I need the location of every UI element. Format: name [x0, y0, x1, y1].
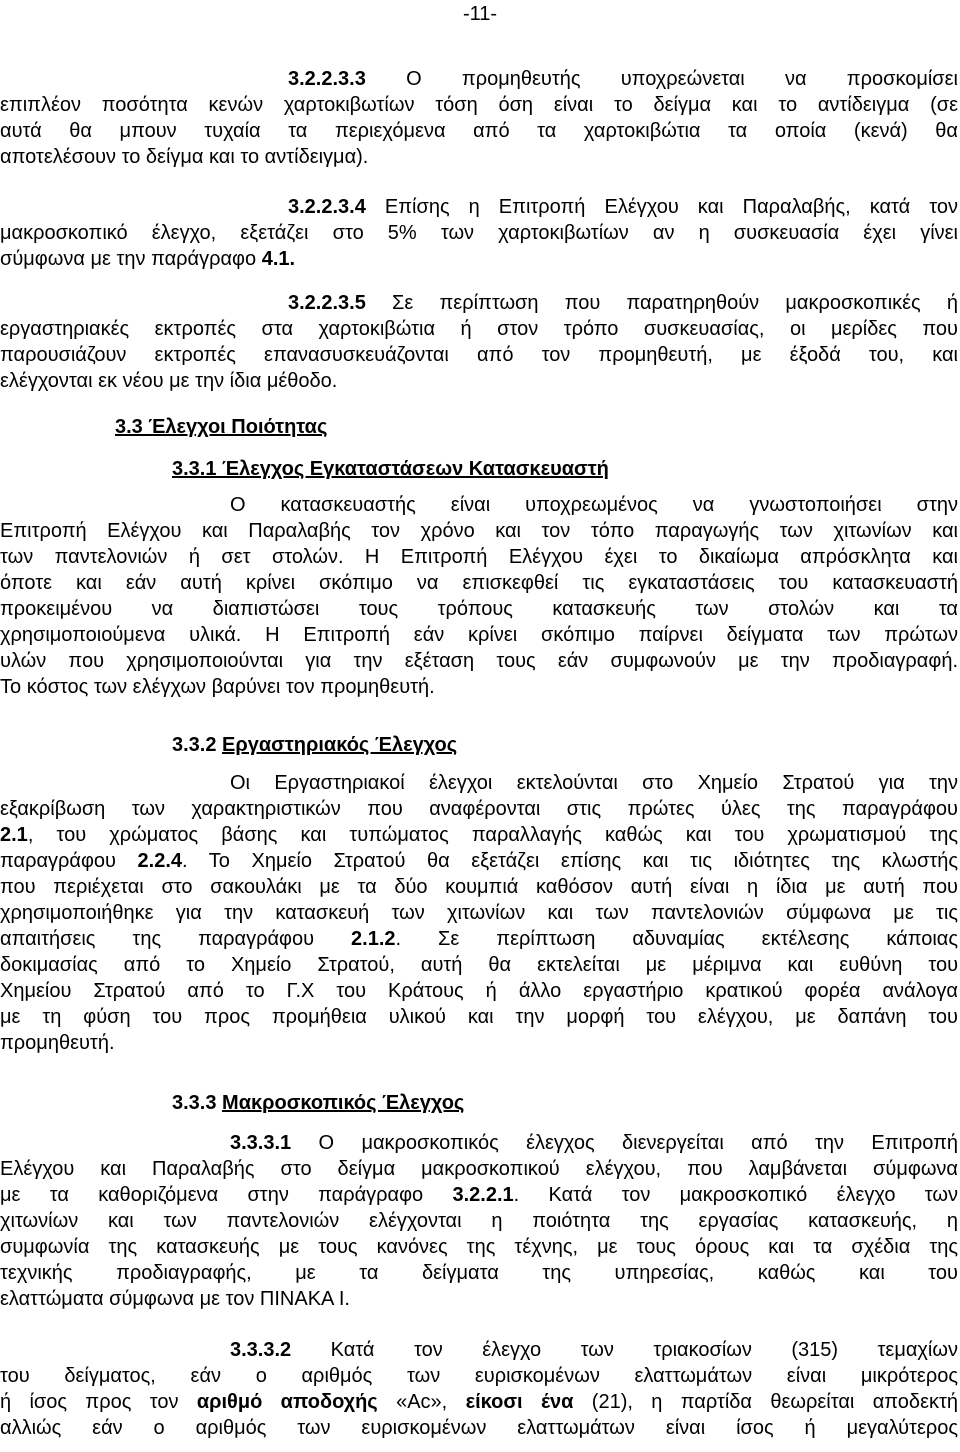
section-number: 3.2.2.3.3: [288, 68, 366, 90]
paragraph-reference: 3.2.2.1: [452, 1184, 514, 1206]
section-number: 3.3.3.2: [230, 1339, 292, 1361]
paragraph-reference: 2.2.4: [137, 850, 183, 872]
section-heading-3-3-3: 3.3.3 Μακροσκοπικός Έλεγχος: [172, 1092, 465, 1114]
paragraph-reference: 4.1.: [261, 248, 296, 270]
paragraph-reference: 2.1.2: [351, 928, 396, 950]
section-heading-3-3: 3.3 Έλεγχοι Ποιότητας: [115, 416, 328, 438]
paragraph-3-2-2-3-5: 3.2.2.3.5 Σε περίπτωση που παρατηρηθούν μακροσκοπικές ή εργαστηριακές εκτροπές στα χαρτοκιβώτια ή στον τρόπο συσκευασίας, οι μερίδες που παρουσιάζουν εκτροπές επανασυσκευάζονται από τον προμηθευτή, με έξοδά του, και ελέγχονται εκ νέου με την ίδια μέθοδο.: [0, 292, 958, 392]
section-heading-3-3-1: 3.3.1 Έλεγχος Εγκαταστάσεων Κατασκευαστή: [172, 458, 609, 480]
paragraph-3-3-2: Οι Εργαστηριακοί έλεγχοι εκτελούνται στο Χημείο Στρατού για την εξακρίβωση των χαρακτηριστικών που αναφέρονται στις πρώτες ύλες της παραγράφου 2.1, του χρώματος βάσης και τυπώματος παραλλαγής καθώς και του χρωματισμού της παραγράφου 2.2.4. Το Χημείο Στρατού θα εξετάζει επίσης και τις ιδιότητες της κλωστής που περιέχεται στο σακουλάκι με τα δύο κουμπιά καθόσον αυτή είναι η ίδια με αυτή που χρησιμοποιήθηκε για την κατασκευή των χιτωνίων και των παντελονιών σύμφωνα με τις απαιτήσεις της παραγράφου 2.1.2. Σε περίπτωση αδυναμίας εκτέλεσης κάποιας δοκιμασίας από το Χημείο Στρατού, αυτή θα εκτελείται με μέριμνα και ευθύνη του Χημείου Στρατού από το Γ.Χ του Κράτους ή άλλο εργαστήριο κρατικού φορέα ανάλογα με τη φύση του προς προμήθεια υλικού και την μορφή του ελέγχου, με δαπάνη του προμηθευτή.: [0, 772, 958, 1054]
page-number: -11-: [462, 3, 498, 25]
paragraph-3-2-2-3-4: 3.2.2.3.4 Επίσης η Επιτροπή Ελέγχου και Παραλαβής, κατά τον μακροσκοπικό έλεγχο, εξετάζει στο 5% των χαρτοκιβωτίων αν η συσκευασία έχει γίνει σύμφωνα με την παράγραφο 4.1.: [0, 196, 958, 270]
section-number: 3.2.2.3.5: [288, 292, 366, 314]
section-number: 3.2.2.3.4: [288, 196, 366, 218]
section-number: 3.3.3.1: [230, 1132, 292, 1154]
acceptance-number-value: είκοσι ένα: [465, 1391, 574, 1413]
paragraph-3-3-1: Ο κατασκευαστής είναι υποχρεωμένος να γνωστοποιήσει στην Επιτροπή Ελέγχου και Παραλαβής τον χρόνο και τον τόπο παραγωγής των χιτωνίων και των παντελονιών ή σετ στολών. Η Επιτροπή Ελέγχου έχει το δικαίωμα απρόσκλητα και όποτε και εάν αυτή κρίνει σκόπιμο να επισκεφθεί τις εγκαταστάσεις του κατασκευαστή προκειμένου να διαπιστώσει τους τρόπους κατασκευής των στολών και τα χρησιμοποιούμενα υλικά. Η Επιτροπή εάν κρίνει σκόπιμο παίρνει δείγματα των πρώτων υλών που χρησιμοποιούνται για την εξέταση τους εάν συμφωνούν με την προδιαγραφή. Το κόστος των ελέγχων βαρύνει τον προμηθευτή.: [0, 494, 958, 698]
paragraph-3-3-3-2: 3.3.3.2 Κατά τον έλεγχο των τριακοσίων (315) τεμαχίων του δείγματος, εάν ο αριθμός των ευρισκομένων ελαττωμάτων είναι μικρότερος ή ίσος προς τον αριθμό αποδοχής «Ac», είκοσι ένα (21), η παρτίδα θεωρείται αποδεκτή αλλιώς εάν ο αριθμός των ευρισκομένων ελαττωμάτων είναι ίσος ή μεγαλύτερος: [0, 1339, 959, 1439]
paragraph-3-2-2-3-3: 3.2.2.3.3 Ο προμηθευτής υποχρεώνεται να προσκομίσει επιπλέον ποσότητα κενών χαρτοκιβωτίων τόση όση είναι το δείγμα και το αντίδειγμα (σε αυτά θα μπουν τυχαία τα περιεχόμενα από τα χαρτοκιβώτια τα οποία (κενά) θα αποτελέσουν το δείγμα και το αντίδειγμα).: [0, 68, 958, 168]
paragraph-reference: 2.1: [0, 824, 28, 846]
section-heading-3-3-2: 3.3.2 Εργαστηριακός Έλεγχος: [172, 734, 458, 756]
paragraph-3-3-3-1: 3.3.3.1 Ο μακροσκοπικός έλεγχος διενεργείται από την Επιτροπή Ελέγχου και Παραλαβής στο δείγμα μακροσκοπικού ελέγχου, που λαμβάνεται σύμφωνα με τα καθοριζόμενα στην παράγραφο 3.2.2.1. Κατά τον μακροσκοπικό έλεγχο των χιτωνίων και των παντελονιών ελέγχονται η ποιότητα της εργασίας κατασκευής, η συμφωνία της κατασκευής με τους κανόνες της τέχνης, με τους όρους και τα σχέδια της τεχνικής προδιαγραφής, με τα δείγματα της υπηρεσίας, καθώς και του ελαττώματα σύμφωνα με τον ΠΙΝΑΚΑ Ι.: [0, 1132, 959, 1310]
acceptance-number-label: αριθμό αποδοχής: [196, 1391, 378, 1413]
